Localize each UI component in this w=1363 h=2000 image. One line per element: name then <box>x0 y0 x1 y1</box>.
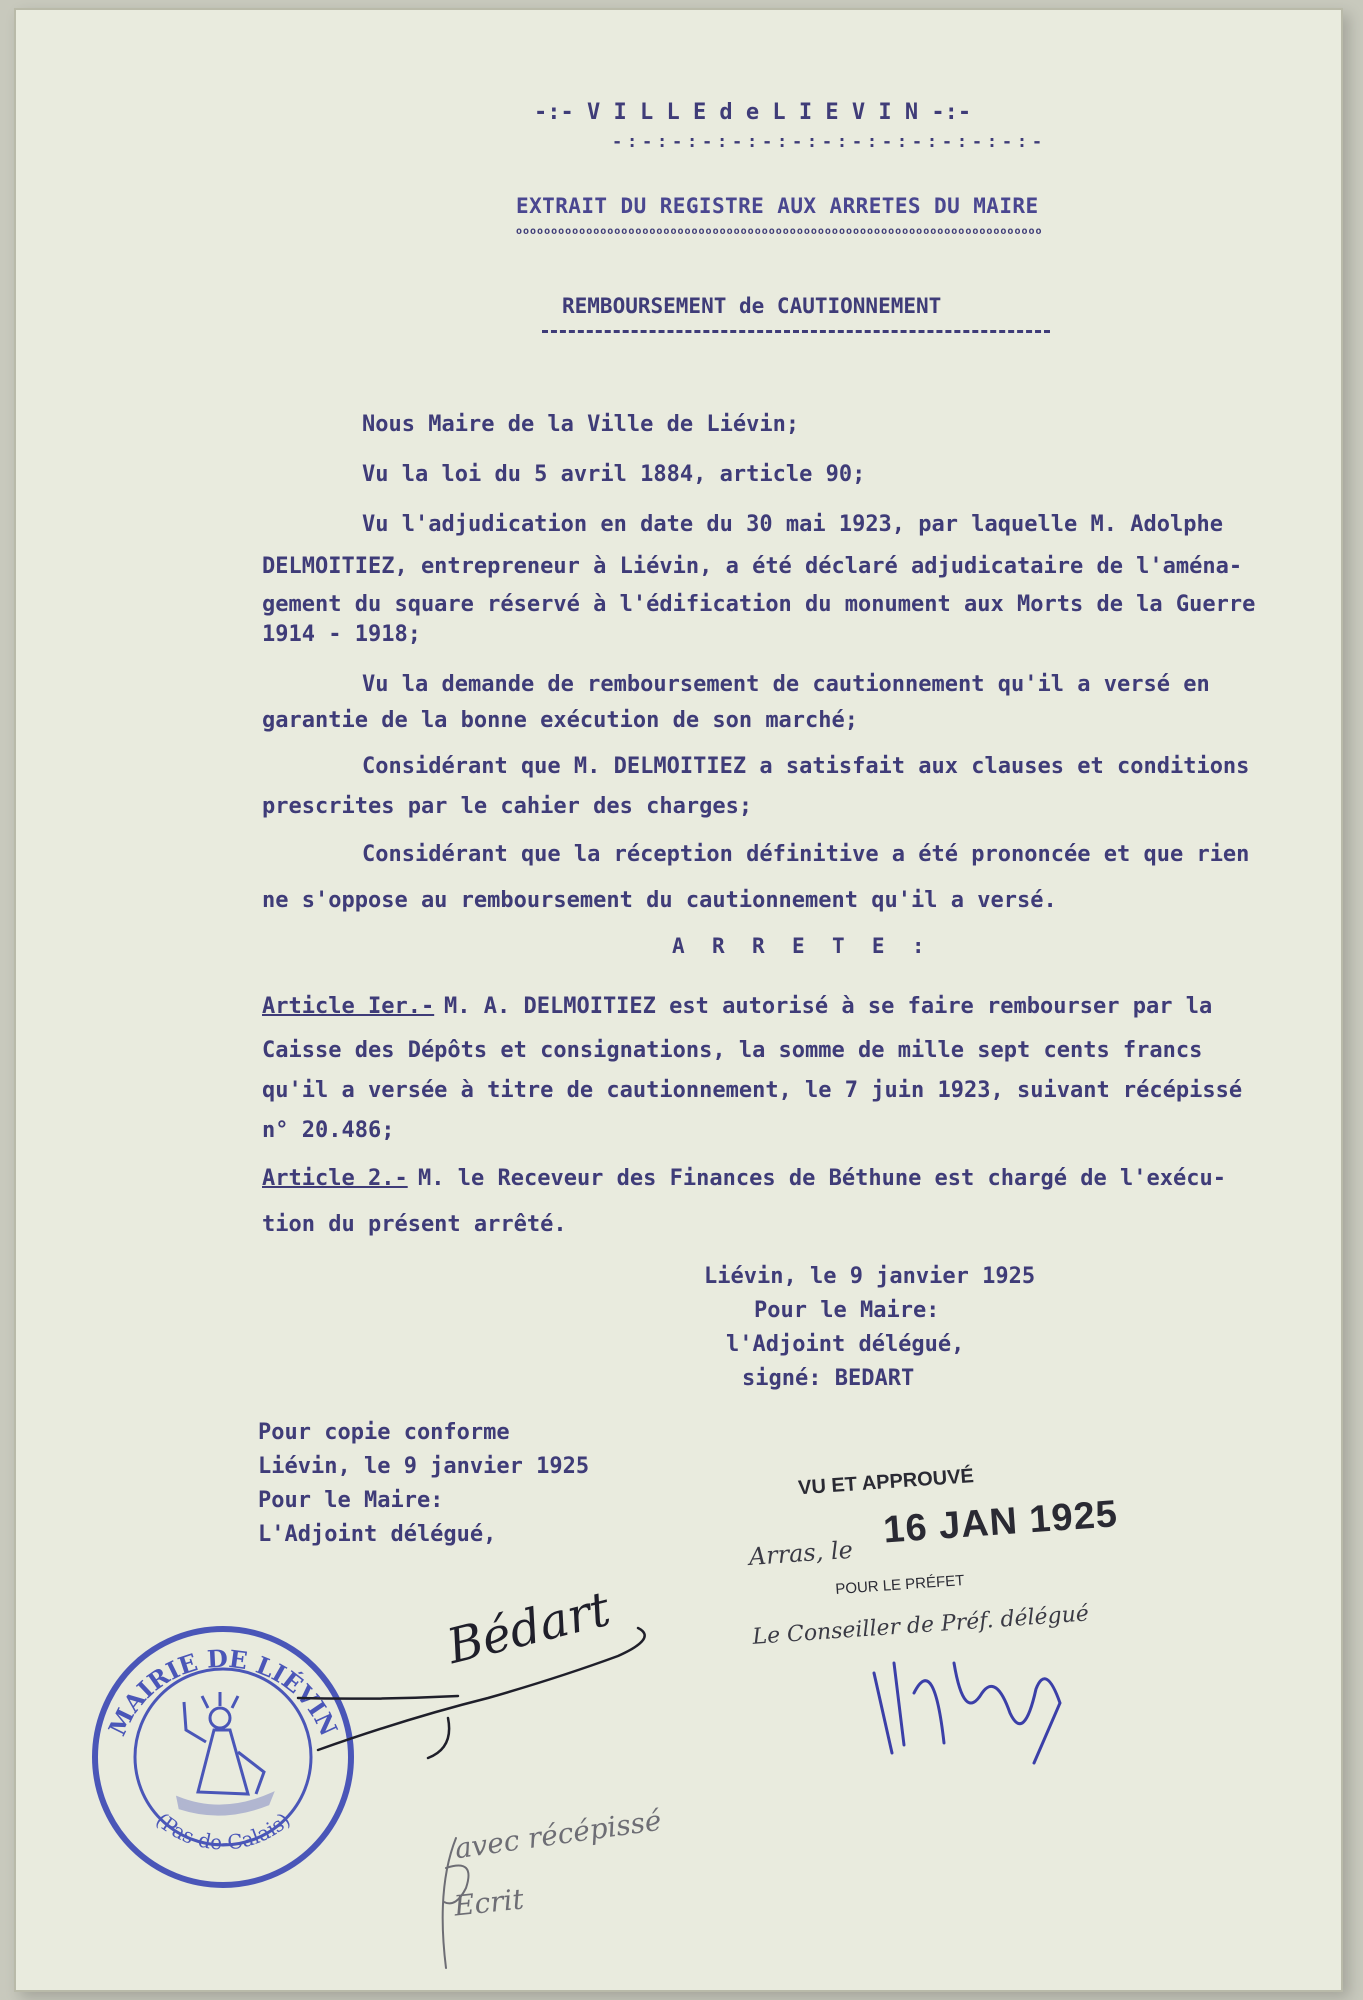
approval-stamp-date: 16 JAN 1925 <box>881 1493 1120 1552</box>
arrete-heading: A R R E T E : <box>672 934 932 958</box>
body-line: garantie de la bonne exécution de son marché; <box>262 708 859 733</box>
article-1-label: Article Ier.- <box>262 994 435 1019</box>
signature-line: Pour le Maire: <box>754 1298 940 1323</box>
article-1-line: Caisse des Dépôts et consignations, la somme de mille sept cents francs <box>262 1038 1203 1063</box>
document-sheet <box>14 8 1343 1992</box>
approval-stamp-prefet: POUR LE PRÉFET <box>834 1572 965 1599</box>
signature-line: signé: BEDART <box>742 1366 915 1391</box>
approval-stamp-place: Arras, le <box>747 1535 854 1571</box>
body-line: gement du square réservé à l'édification du monument aux Morts de la Guerre <box>262 592 1256 617</box>
header-dash-rule: -:-:-:-:-:-:-:-:-:-:-:-:-:-:- <box>612 132 1047 152</box>
body-line: ne s'oppose au remboursement du cautionnement qu'il a versé. <box>262 888 1057 913</box>
body-line: Vu la demande de remboursement de cautionnement qu'il a versé en <box>362 672 1210 697</box>
signature-line: Liévin, le 9 janvier 1925 <box>704 1264 1036 1289</box>
prefect-signature-mark <box>864 1633 1124 1783</box>
approval-stamp-conseiller: Le Conseiller de Préf. délégué <box>751 1601 1090 1650</box>
body-line: 1914 - 1918; <box>262 622 421 647</box>
signature-line: l'Adjoint délégué, <box>726 1332 965 1357</box>
body-line: prescrites par le cahier des charges; <box>262 794 753 819</box>
subject-title: REMBOURSEMENT de CAUTIONNEMENT <box>562 294 942 318</box>
register-dot-rule: ooooooooooooooooooooooooooooooooooooooooooooooooooooooooooooooooooooooooooo <box>516 226 1043 237</box>
copy-line: Pour le Maire: <box>258 1488 444 1513</box>
article-2-line: tion du présent arrêté. <box>262 1212 567 1237</box>
town-header: -:- V I L L E d e L I E V I N -:- <box>534 100 972 125</box>
pencil-note-line: Ecrit <box>452 1882 526 1923</box>
body-line: Nous Maire de la Ville de Liévin; <box>362 412 800 437</box>
copy-line: Liévin, le 9 janvier 1925 <box>258 1454 590 1479</box>
body-line: Considérant que M. DELMOITIEZ a satisfait aux clauses et conditions <box>362 754 1250 779</box>
bedart-signature: Bédart <box>441 1580 616 1676</box>
seal-top-text: MAIRIE DE LIÉVIN <box>102 1643 344 1741</box>
body-line: Vu la loi du 5 avril 1884, article 90; <box>362 462 866 487</box>
approval-stamp-header: VU ET APPROUVÉ <box>797 1465 975 1500</box>
article-1-line: qu'il a versée à titre de cautionnement, le 7 juin 1923, suivant récépissé <box>262 1078 1243 1103</box>
article-1-line: M. A. DELMOITIEZ est autorisé à se faire rembourser par la <box>444 994 1213 1019</box>
article-2-label: Article 2.- <box>262 1166 408 1191</box>
pencil-note-mark <box>426 1828 506 1978</box>
copy-line: Pour copie conforme <box>258 1420 510 1445</box>
body-line: DELMOITIEZ, entrepreneur à Liévin, a été déclaré adjudicataire de l'aména- <box>262 554 1243 579</box>
body-line: Considérant que la réception définitive a été prononcée et que rien <box>362 842 1250 867</box>
article-2-line: M. le Receveur des Finances de Béthune est chargé de l'exécu- <box>418 1166 1226 1191</box>
pencil-note-line: avec récépissé <box>452 1803 664 1866</box>
register-title: EXTRAIT DU REGISTRE AUX ARRETES DU MAIRE <box>516 194 1039 218</box>
copy-line: L'Adjoint délégué, <box>258 1522 497 1547</box>
seal-bottom-text: (Pas-de-Calais) <box>151 1807 295 1855</box>
article-1-line: n° 20.486; <box>262 1118 395 1143</box>
body-line: Vu l'adjudication en date du 30 mai 1923, par laquelle M. Adolphe <box>362 512 1223 537</box>
bedart-signature-flourish <box>258 1608 678 1778</box>
